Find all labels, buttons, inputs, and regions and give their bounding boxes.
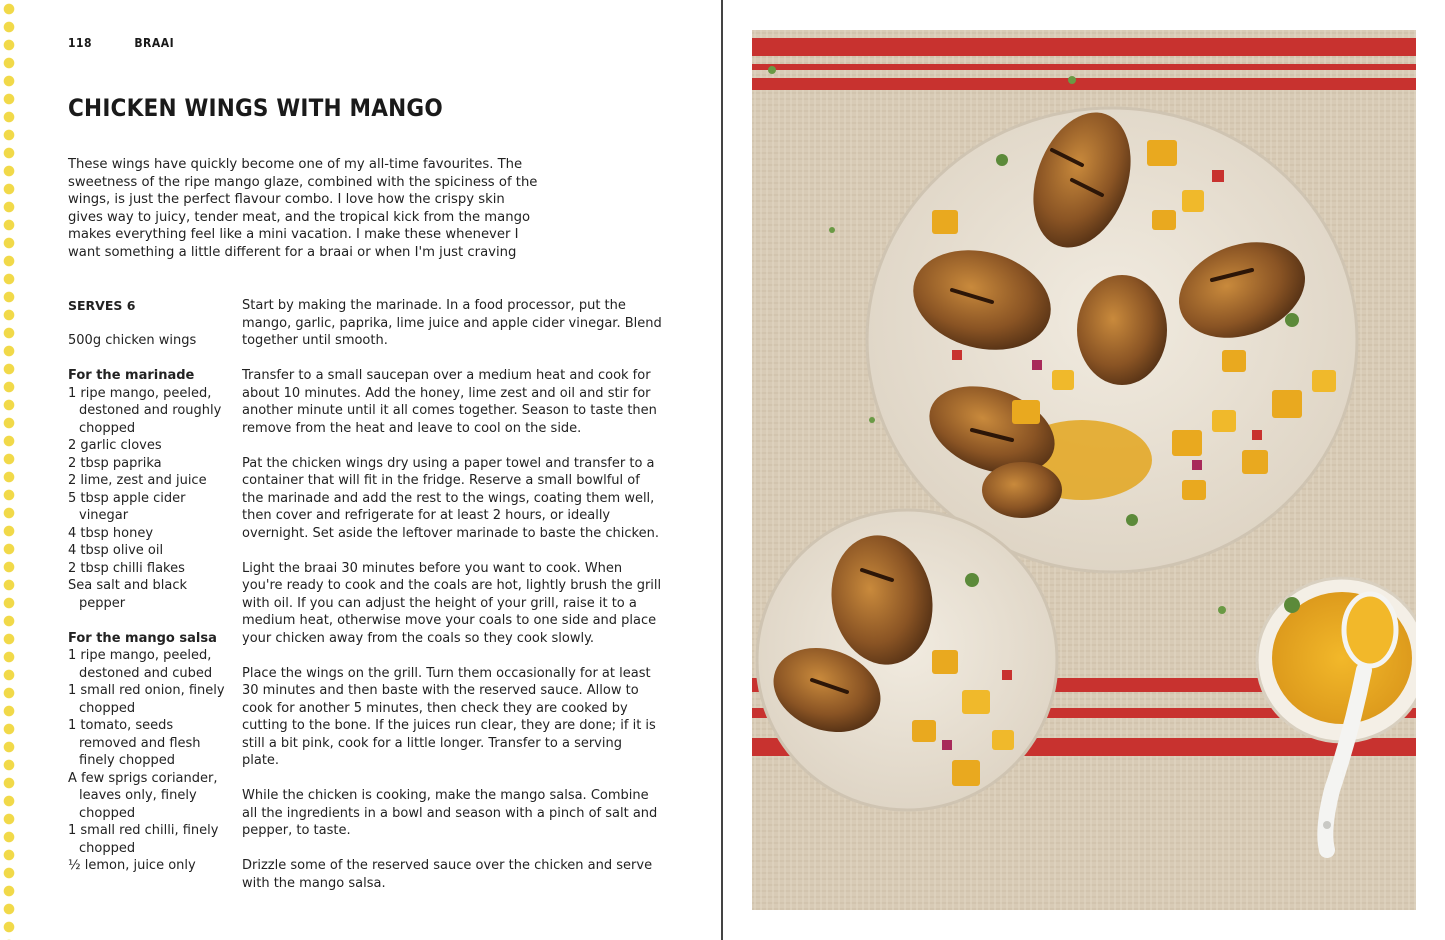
ingredient-item: 1 ripe mango, peeled, destoned and cubed [68,648,213,681]
method-step: Start by making the marinade. In a food processor, put the mango, garlic, paprika, lime juice and apple cider vinegar. Blend together until smooth. [242,298,662,348]
decorative-dot-border [0,0,18,940]
salsa-list [68,647,233,875]
ingredient-item: 1 ripe mango, peeled, destoned and roughly chopped [68,385,222,436]
ingredient-item: 1 small red onion, finely chopped [68,683,225,716]
running-head [68,36,174,50]
food-photo [752,30,1416,910]
marinade-list [68,385,233,613]
ingredient-item: 5 tbsp apple cider vinegar [68,490,186,523]
towel-stripe [752,78,1416,90]
ingredient-item: Sea salt and black pepper [68,578,188,611]
ingredient-item: 2 lime, zest and juice [68,473,207,488]
herb-garnish [1284,597,1300,613]
page-number: 118 [68,36,93,50]
marinade-heading: For the marinade [68,368,195,383]
ingredient-item: 2 garlic cloves [68,438,162,453]
ingredient-item: A few sprigs coriander, leaves only, finely chopped [68,770,218,821]
ingredient-item: 2 tbsp paprika [68,455,162,471]
recipe-title: CHICKEN WINGS WITH MANGO [68,94,443,122]
ingredient-item: 1 tomato, seeds removed and flesh finely chopped [68,718,201,768]
method-step: Place the wings on the grill. Turn them occasionally for at least 30 minutes and then baste with the reserved sauce. Allow to cook for another 5 minutes, then check they are cooked by cutting to the bone. If the juices run clear, they are done; if it is still a bit pink, cook for a little longer. Transfer to a serving plate. [242,665,656,768]
salsa-heading: For the mango salsa [68,630,217,646]
method-column [242,297,662,910]
ingredients-column [68,297,233,892]
ingredient-item: 1 small red chilli, finely chopped [68,823,219,856]
recipe-intro: These wings have quickly become one of my all-time favourites. The sweetness of the ripe mango glaze, combined with the spiciness of the wings, is just the perfect flavour combo. I love how the crispy skin gives way to juicy, tender meat, and the tropical kick from the mango makes everything feel like a mini vacation. I make these whenever I want something a little different for a braai or when I'm just craving [68,157,538,260]
method-step: While the chicken is cooking, make the mango salsa. Combine all the ingredients in a bowl and season with a pinch of salt and pepper, to taste. [242,788,658,838]
main-ingredient: 500g chicken wings [68,333,197,348]
ingredient-item: ½ lemon, juice only [68,858,196,873]
method-step: Pat the chicken wings dry using a paper towel and transfer to a container that will fit in the fridge. Reserve a small bowlful of the marinade and add the rest to the wings, coating them well, then cover and refrigerate for at least 2 hours, or ideally overnight. Set aside the leftover marinade to baste the chicken. [242,455,659,541]
towel-stripe [752,38,1416,56]
serves-label: SERVES 6 [68,298,136,313]
food-photo-illustration [752,30,1416,910]
ingredient-item: 4 tbsp honey [68,525,154,541]
section-name: BRAAI [134,36,175,50]
towel-stripe [752,64,1416,70]
ingredient-item: 4 tbsp olive oil [68,543,164,558]
ingredient-item: 2 tbsp chilli flakes [68,560,185,576]
right-page [723,0,1445,940]
left-page [18,0,721,940]
method-step: Light the braai 30 minutes before you want to cook. When you're ready to cook and the coals are hot, lightly brush the grill with oil. If you can adjust the height of your grill, raise it to a medium heat, otherwise move your coals to one side and place your chicken away from the coals so they cook slowly. [242,560,662,646]
method-step: Transfer to a small saucepan over a medium heat and cook for about 10 minutes. Add the honey, lime zest and oil and stir for another minute until it all comes together. Season to taste then remove from the heat and leave to cool on the side. [242,368,657,436]
method-step: Drizzle some of the reserved sauce over the chicken and serve with the mango salsa. [242,858,653,891]
